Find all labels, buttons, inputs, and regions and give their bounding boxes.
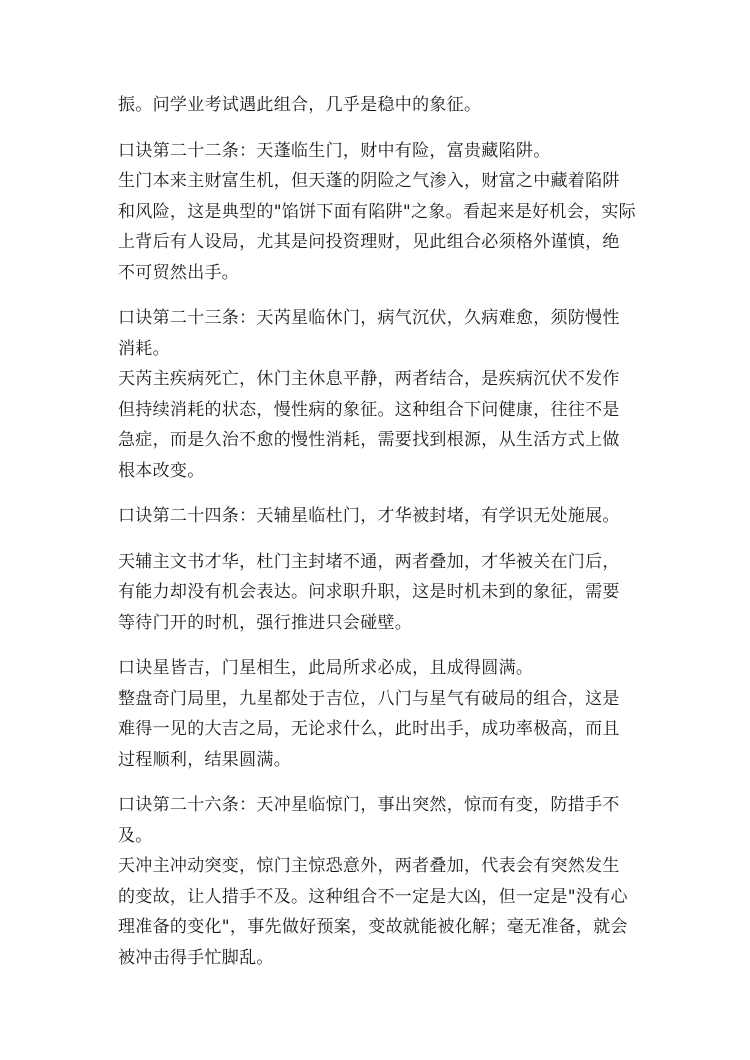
text-line: 但持续消耗的状态，慢性病的象征。这种组合下问健康，往往不是 [118, 399, 620, 420]
rule-heading-line: 消耗。 [118, 338, 170, 359]
text-line: 上背后有人设局，尤其是问投资理财，见此组合必须格外谨慎，绝 [118, 232, 620, 252]
rule-heading-line: 及。 [118, 825, 153, 846]
text-line: 急症，而是久治不愈的慢性消耗，需要找到根源，从生活方式上做 [118, 430, 620, 450]
text-line: 不可贸然出手。 [118, 262, 240, 283]
text-line: 振。问学业考试遇此组合，几乎是稳中的象征。 [118, 95, 482, 115]
text-line: 有能力却没有机会表达。问求职升职，这是时机未到的象征，需要 [118, 582, 620, 602]
text-line: 根本改变。 [118, 460, 205, 481]
paragraph-rule-24-explanation [118, 547, 638, 639]
text-line: 生门本来主财富生机，但天蓬的阴险之气渗入，财富之中藏着陷阱 [118, 171, 620, 191]
text-line: 的变故，让人措手不及。这种组合不一定是大凶，但一定是"没有心 [118, 886, 628, 907]
document-page [118, 90, 638, 988]
rule-heading-line: 口诀第二十四条：天辅星临杜门，才华被封堵，有学识无处施展。 [118, 506, 620, 526]
text-line: 等待门开的时机，强行推进只会碰壁。 [118, 612, 413, 633]
text-line: 和风险，这是典型的"馅饼下面有陷阱"之象。看起来是好机会，实际 [118, 201, 636, 222]
paragraph-rule-stars-auspicious [118, 653, 638, 775]
text-line: 被冲击得手忙脚乱。 [118, 947, 274, 968]
paragraph-1 [118, 90, 638, 121]
paragraph-rule-22 [118, 136, 638, 289]
text-line: 难得一见的大吉之局，无论求什么，此时出手，成功率极高，而且 [118, 719, 620, 739]
text-line: 理准备的变化"，事先做好预案，变故就能被化解；毫无准备，就会 [118, 917, 628, 937]
text-line: 整盘奇门局里，九星都处于吉位，八门与星气有破局的组合，这是 [118, 688, 620, 709]
rule-heading-line: 口诀第二十二条：天蓬临生门，财中有险，富贵藏陷阱。 [118, 140, 551, 161]
rule-heading-line: 口诀第二十六条：天冲星临惊门，事出突然，惊而有变，防措手不 [118, 795, 620, 815]
text-line: 天辅主文书才华，杜门主封堵不通，两者叠加，才华被关在门后， [118, 551, 620, 572]
rule-heading-line: 口诀星皆吉，门星相生，此局所求必成，且成得圆满。 [118, 658, 534, 678]
text-line: 过程顺利，结果圆满。 [118, 749, 291, 770]
text-line: 天冲主冲动突变，惊门主惊恐意外，两者叠加，代表会有突然发生 [118, 856, 620, 876]
paragraph-rule-23 [118, 303, 638, 486]
rule-heading-line: 口诀第二十三条：天芮星临休门，病气沉伏，久病难愈，须防慢性 [118, 308, 620, 328]
text-line: 天芮主疾病死亡，休门主休息平静，两者结合，是疾病沉伏不发作 [118, 369, 620, 389]
paragraph-rule-26 [118, 790, 638, 973]
paragraph-rule-24 [118, 501, 638, 532]
